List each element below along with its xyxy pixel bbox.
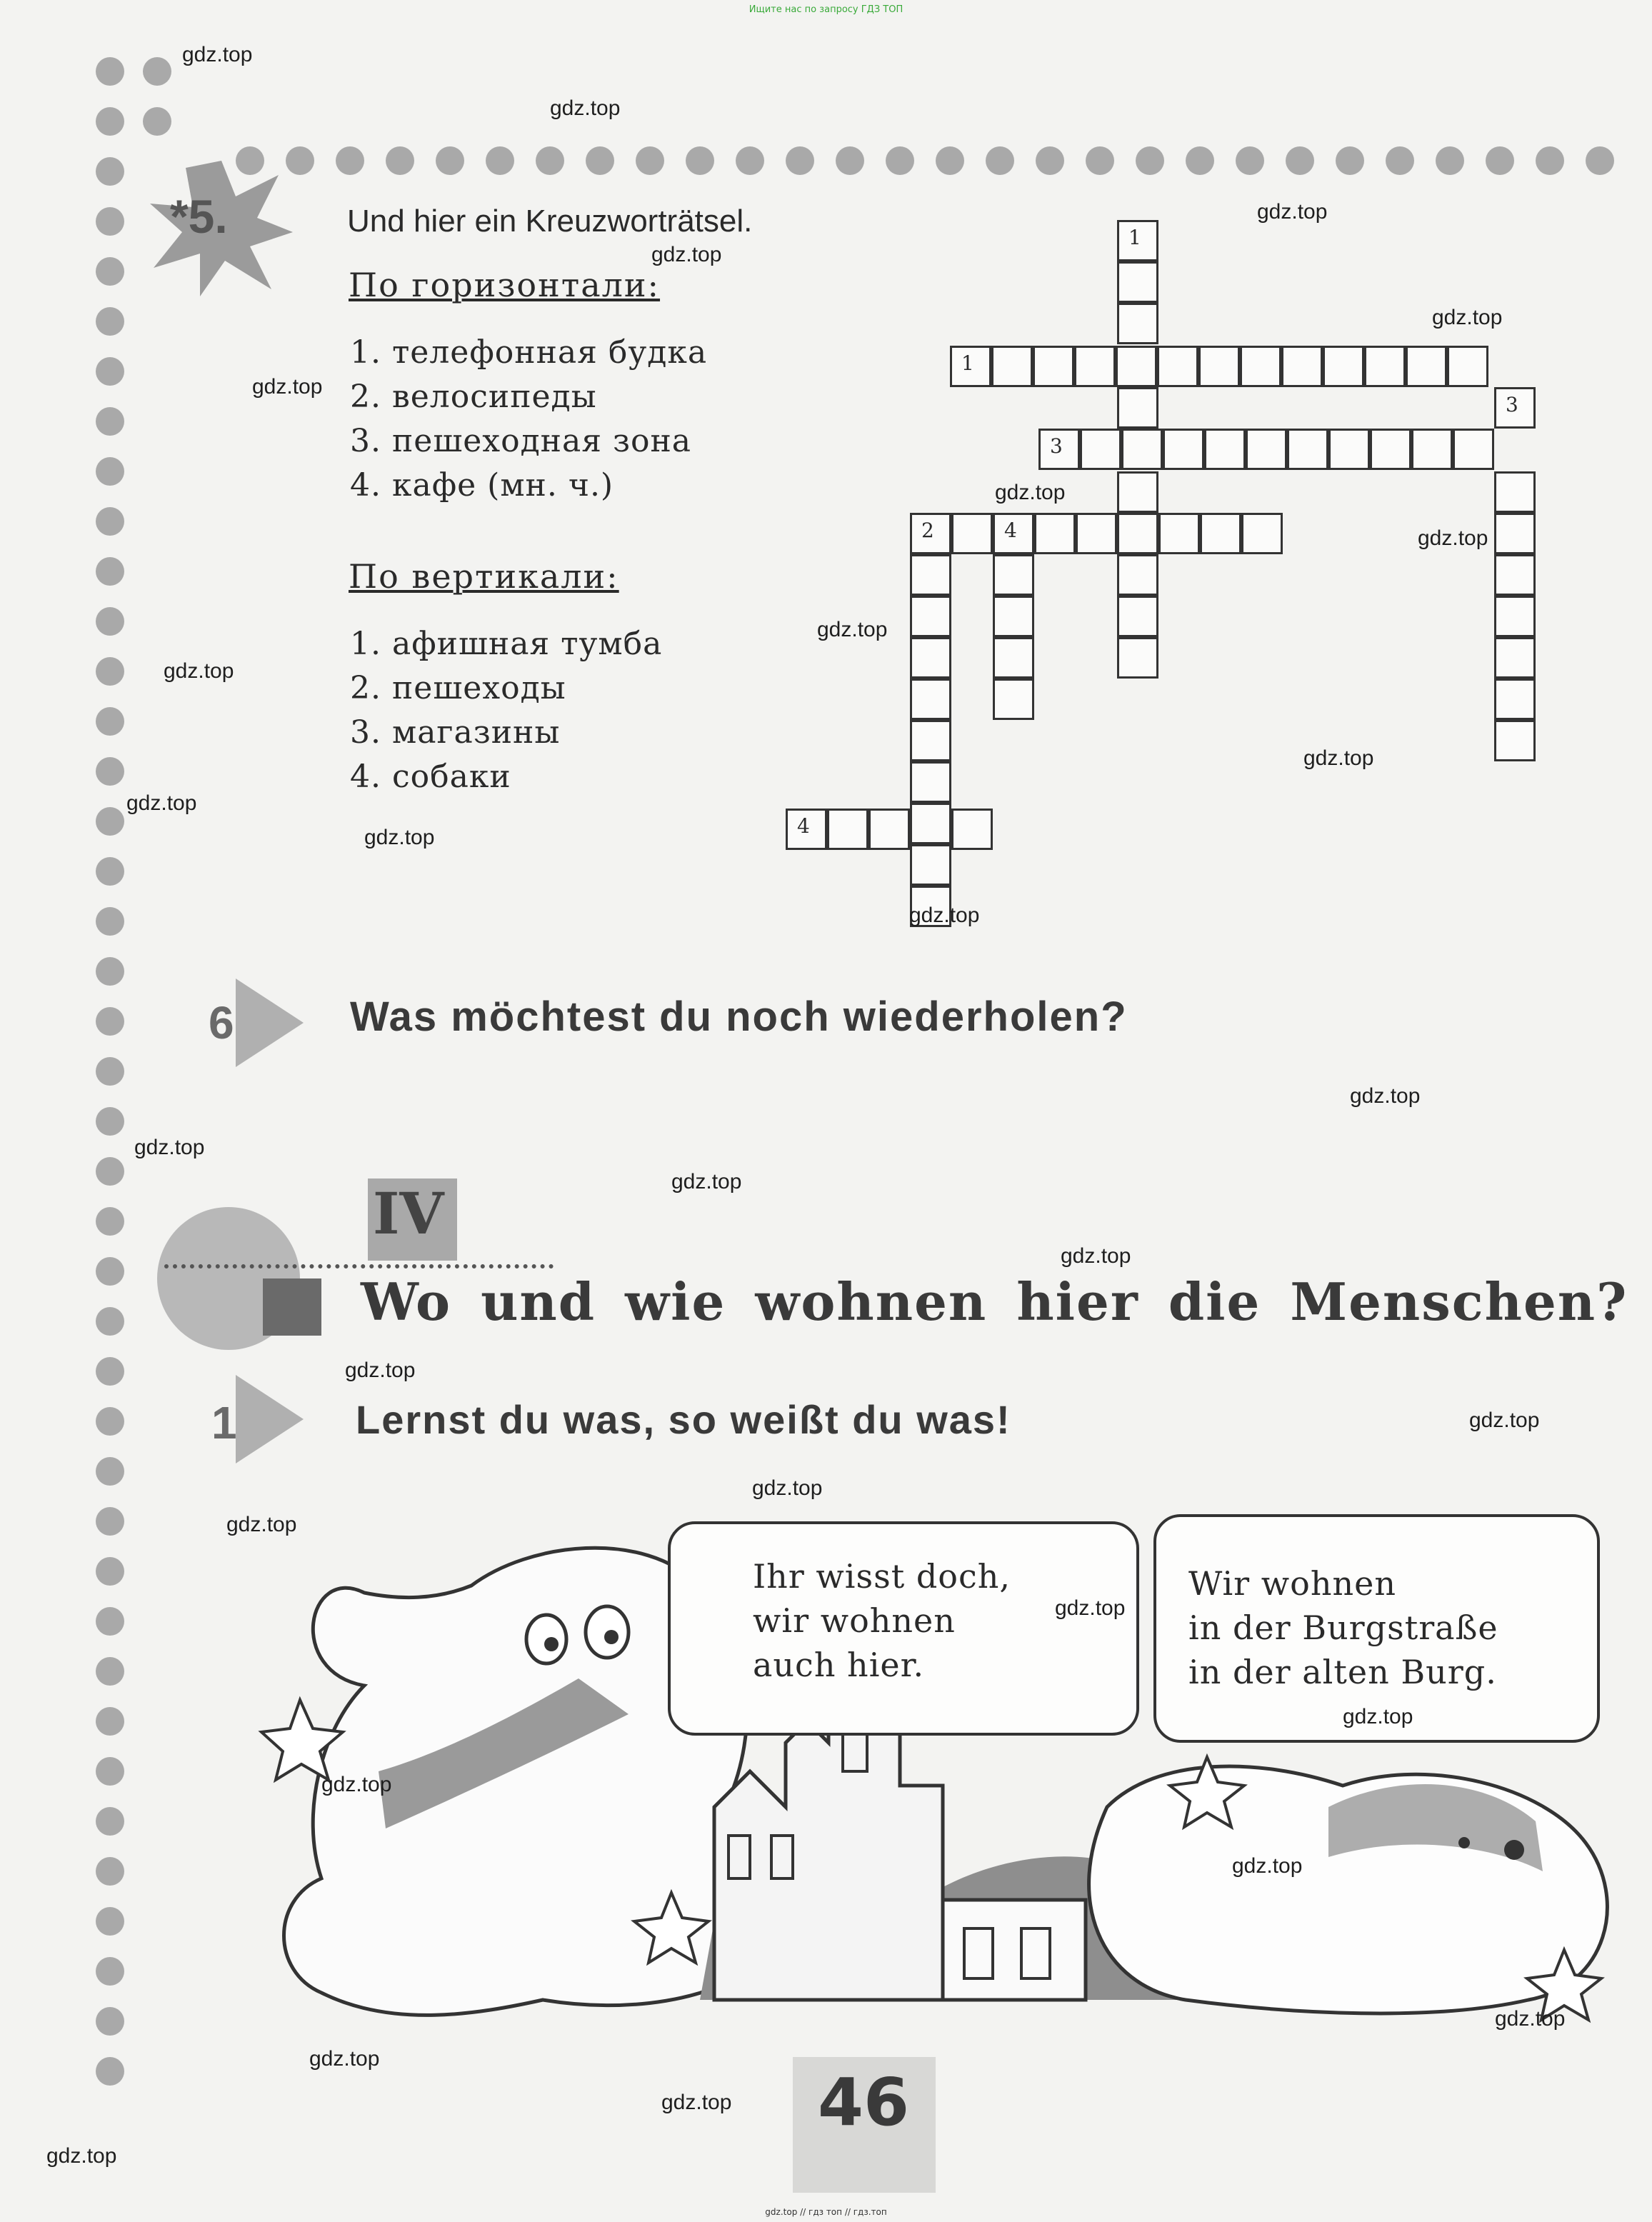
top-banner: Ищите нас по запросу ГДЗ ТОП <box>749 4 903 15</box>
clue-h1: 1. телефонная будка <box>350 334 708 371</box>
vertical-heading: По вертикали: <box>349 557 619 596</box>
grid-number: 3 <box>1506 393 1518 416</box>
watermark: gdz.top <box>182 43 253 66</box>
chapter-heading: Wo und wie wohnen hier die Menschen? <box>361 1271 1628 1332</box>
clue-h4: 4. кафе (мн. ч.) <box>350 467 614 504</box>
watermark: gdz.top <box>1418 526 1488 550</box>
watermark: gdz.top <box>134 1136 205 1159</box>
watermark: gdz.top <box>1432 306 1503 329</box>
watermark: gdz.top <box>1495 2007 1566 2031</box>
clue-v3: 3. магазины <box>350 714 561 751</box>
watermark: gdz.top <box>995 481 1066 504</box>
vertical-clues <box>350 626 662 803</box>
watermark: gdz.top <box>1061 1244 1131 1268</box>
section-arrow-icon <box>236 979 304 1067</box>
watermark: gdz.top <box>752 1476 823 1500</box>
bottom-banner: gdz.top // гдз топ // гдз.топ <box>765 2207 887 2217</box>
watermark: gdz.top <box>364 826 435 849</box>
bubble-left-text: Ihr wisst doch, wir wohnen auch hier. <box>753 1557 1011 1684</box>
watermark: gdz.top <box>1257 200 1328 224</box>
watermark: gdz.top <box>1469 1408 1540 1432</box>
watermark: gdz.top <box>345 1358 416 1382</box>
grid-number: 4 <box>1004 519 1017 542</box>
watermark: gdz.top <box>309 2047 380 2071</box>
chapter-number: IV <box>373 1180 444 1247</box>
grid-number: 1 <box>1128 226 1141 249</box>
grid-number: 4 <box>797 814 810 838</box>
clue-v2: 2. пешеходы <box>350 670 566 706</box>
watermark: gdz.top <box>1232 1854 1303 1878</box>
section-arrow-icon <box>236 1375 304 1463</box>
section-number: 6 <box>209 997 234 1049</box>
watermark: gdz.top <box>1303 746 1374 770</box>
watermark: gdz.top <box>1350 1084 1421 1108</box>
watermark: gdz.top <box>651 243 722 266</box>
clue-v1: 1. афишная тумба <box>350 626 663 662</box>
watermark: gdz.top <box>321 1773 392 1796</box>
section-heading: Lernst du was, so weißt du was! <box>356 1397 1011 1442</box>
watermark: gdz.top <box>550 96 621 120</box>
watermark: gdz.top <box>226 1513 297 1536</box>
bubble-right-text: Wir wohnen in der Burgstraße in der alten Burg. <box>1188 1564 1498 1691</box>
horizontal-heading: По горизонтали: <box>349 266 661 304</box>
watermark: gdz.top <box>909 904 980 927</box>
watermark: gdz.top <box>126 791 197 815</box>
watermark: gdz.top <box>671 1170 742 1193</box>
watermark: gdz.top <box>164 659 234 683</box>
watermark: gdz.top <box>817 618 888 641</box>
grid-number: 2 <box>921 519 934 542</box>
exercise-number: *5. <box>170 190 228 243</box>
watermark: gdz.top <box>661 2091 732 2114</box>
clue-v4: 4. собаки <box>350 759 511 795</box>
horizontal-clues <box>350 334 707 511</box>
section-heading: Was möchtest du noch wiederholen? <box>350 994 1128 1040</box>
speech-bubble-left <box>668 1521 1139 1736</box>
clue-h2: 2. велосипеды <box>350 379 597 415</box>
clue-h3: 3. пешеходная зона <box>350 423 692 459</box>
section-number: 1 <box>211 1397 237 1448</box>
grid-number: 3 <box>1050 434 1063 458</box>
watermark: gdz.top <box>1055 1596 1126 1620</box>
watermark: gdz.top <box>1343 1705 1413 1728</box>
exercise-title: Und hier ein Kreuzworträtsel. <box>347 204 753 239</box>
watermark: gdz.top <box>46 2144 117 2168</box>
page-number: 46 <box>818 2064 910 2141</box>
grid-number: 1 <box>961 351 974 375</box>
chapter-divider <box>164 1264 554 1268</box>
watermark: gdz.top <box>252 375 323 399</box>
chapter-square <box>263 1278 321 1336</box>
